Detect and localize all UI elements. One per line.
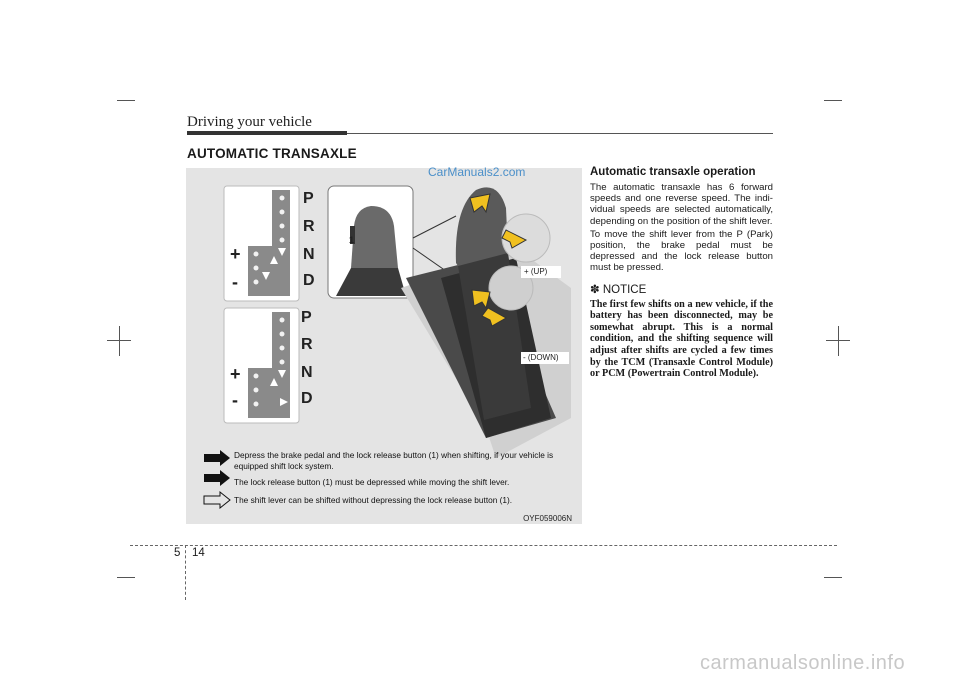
- registration-mark: [119, 326, 120, 356]
- legend-text: Depress the brake pedal and the lock release button (1) when shifting, if your vehicle is equipped shift lock system.: [234, 450, 554, 471]
- header-rule: [187, 131, 347, 135]
- gear-letter-d: D: [301, 390, 313, 407]
- crop-mark: [117, 100, 135, 101]
- gear-letter-p: P: [301, 309, 312, 326]
- footer-divider: [185, 545, 186, 600]
- gear-letter-n: N: [303, 246, 315, 263]
- footer-rule: [130, 545, 837, 546]
- gear-letter-n: N: [301, 364, 313, 381]
- paragraph: The automatic transaxle has 6 forward speeds and one reverse speed. The indi-vidual speeds are selected automatically, depending on the position of the shift lever.: [590, 182, 773, 227]
- legend-text: The shift lever can be shifted without depressing the lock release button (1).: [234, 495, 513, 505]
- shift-lever-figure: [186, 168, 582, 524]
- outline-arrow-icon: [204, 492, 230, 508]
- crop-mark: [824, 577, 842, 578]
- figure-code: OYF059006N: [523, 514, 572, 523]
- solid-arrow-icon: [204, 470, 230, 486]
- minus-sign: -: [232, 272, 238, 292]
- header-rule-thin: [347, 133, 773, 134]
- page-number: 14: [192, 547, 205, 559]
- section-title: AUTOMATIC TRANSAXLE: [187, 146, 357, 161]
- down-label: - (DOWN): [523, 353, 559, 362]
- up-label: + (UP): [524, 267, 548, 276]
- subheading: Automatic transaxle operation: [590, 166, 756, 178]
- notice-title: ✽ NOTICE: [590, 283, 647, 296]
- plus-sign: +: [230, 364, 241, 384]
- gear-letter-r: R: [301, 336, 313, 353]
- notice-text: The first few shifts on a new vehicle, if the battery has been disconnected, may be somewhat abrupt. This is a normal condition, and the shifting sequence will adjust after shifts are cycled a few times by the TCM (Transaxle Control Module) or PCM (Powertrain Control Module).: [590, 298, 773, 380]
- paragraph: To move the shift lever from the P (Park) position, the brake pedal must be depressed and the lock release button must be pressed.: [590, 228, 773, 274]
- body-column: [590, 166, 773, 380]
- plus-sign: +: [230, 244, 241, 264]
- legend-text: The lock release button (1) must be depressed while moving the shift lever.: [234, 477, 510, 487]
- minus-sign: -: [232, 390, 238, 410]
- hatched-arrow-icon: [204, 450, 230, 466]
- callout-1: 1: [349, 235, 355, 245]
- site-watermark: carmanualsonline.info: [700, 652, 906, 674]
- gear-letter-d: D: [303, 272, 315, 289]
- running-header: Driving your vehicle: [187, 114, 312, 130]
- gear-letter-r: R: [303, 218, 315, 235]
- inset-leader: [413, 216, 456, 238]
- crop-mark: [824, 100, 842, 101]
- watermark: CarManuals2.com: [428, 165, 526, 179]
- chapter-number: 5: [174, 547, 181, 559]
- crop-mark: [117, 577, 135, 578]
- registration-mark: [838, 326, 839, 356]
- gear-letter-p: P: [303, 190, 314, 207]
